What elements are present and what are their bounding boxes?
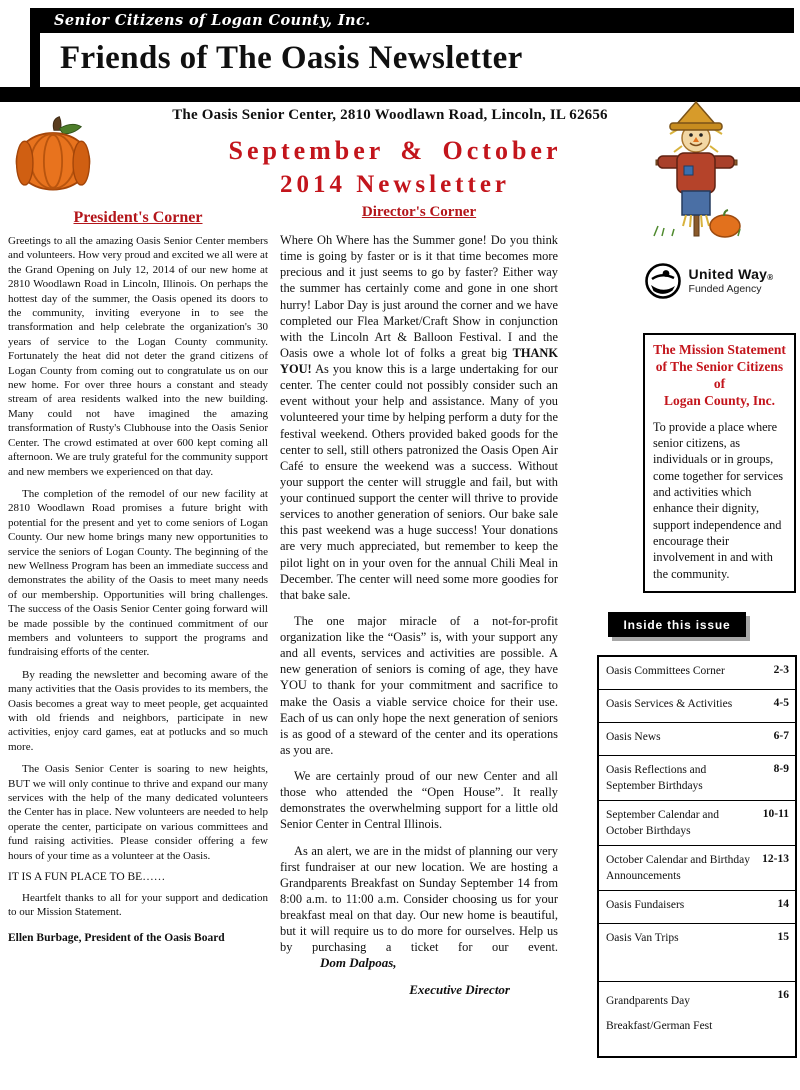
toc-label: Oasis Van Trips bbox=[606, 932, 679, 945]
united-way-logo bbox=[622, 262, 794, 306]
united-way-icon bbox=[643, 262, 683, 306]
mission-body: To provide a place where senior citizens, as individuals or in groups, come together for services and activities which enhance their dignity, support independence and encourage their involvement in and with the community. bbox=[653, 419, 784, 581]
toc-pages: 10-11 bbox=[762, 808, 789, 821]
mission-heading-line-1: The Mission Statement bbox=[653, 342, 786, 357]
scarecrow-icon bbox=[646, 98, 746, 245]
presidents-closing: Heartfelt thanks to all for your support and dedication to our Mission Statement. bbox=[8, 892, 268, 919]
issue-title bbox=[180, 136, 610, 199]
directors-paragraph-3: We are certainly proud of our new Center and all those who attended the “Open House”. It really demonstrates the overwhelming support for a little old Senior Center in Central Illinois. bbox=[280, 769, 558, 832]
toc-pages: 15 bbox=[777, 931, 789, 944]
directors-signature-name: Dom Dalpoas, bbox=[320, 955, 397, 971]
toc-row bbox=[599, 657, 795, 690]
fun-place-line: IT IS A FUN PLACE TO BE…… bbox=[8, 871, 166, 884]
toc-row bbox=[599, 756, 795, 801]
registered-mark: ® bbox=[767, 273, 774, 282]
toc-label: Oasis Services & Activities bbox=[606, 698, 733, 710]
toc-pages: 16 bbox=[777, 989, 789, 1002]
issue-year-line: 2014 Newsletter bbox=[279, 171, 511, 198]
mission-heading-line-3: Logan County, Inc. bbox=[663, 392, 776, 408]
mission-statement-box bbox=[643, 333, 796, 593]
directors-corner-heading: Director's Corner bbox=[361, 204, 477, 220]
directors-paragraph-1-rest: As you know this is a large undertaking for our center. The center could not possibly consider such an event without your help and assistance. Many of you volunteered your time by helping perform a duty for the festival weekend. Others provided baked goods for the center to sell, still others patronized the Oasis Open Air Café to ensure the weekend was a success. Without your support the center will struggle and fail, but with your continued support the center will thrive to provide services to another generation of seniors. Our bake sale this past weekend was a huge success! Your donations are very much appreciated, but remember to keep the pilot light on in your oven for the annual Chili Meal in December. The center will need some more goodies for that bake sale. bbox=[280, 362, 558, 602]
mission-heading-line-2: of The Senior Citizens of bbox=[655, 358, 784, 391]
masthead-top-bar bbox=[30, 8, 794, 33]
issue-month-line: September & October bbox=[228, 136, 562, 165]
directors-paragraph-2: The one major miracle of a not-for-profit organization like the “Oasis” is, with your support any and all events, services and activities are possible. A new generation of seniors is coming of age, they have YOU to thank for your commitment and sacrifice to make the Oasis a viable service choice for their use. Each of us can only hope the next generation of seniors is as good of a steward of the center and its operations as you are. bbox=[280, 613, 558, 757]
presidents-paragraph-2: The completion of the remodel of our new facility at 2810 Woodlawn Road promises a future bright with potential for the present and yet to come seniors of Logan County. Our new home brings many new opportunities to service the seniors of Logan County. The beginning of the new Wellness Program has been an immediate success and demonstrates the ability of the Oasis to meet many needs of our membership. Opportunities will bring challenges. The success of the Oasis Senior Center going forward will be made possible by the continued commitment of our members and volunteers to support the programs and fundraising efforts of the center. bbox=[8, 487, 268, 659]
toc-row bbox=[599, 801, 795, 846]
directors-corner-section bbox=[280, 204, 558, 998]
toc-row bbox=[599, 723, 795, 756]
center-address: The Oasis Senior Center, 2810 Woodlawn Road, Lincoln, IL 62656 bbox=[172, 107, 608, 123]
toc-pages: 6-7 bbox=[773, 730, 789, 742]
mission-heading bbox=[653, 342, 786, 410]
directors-paragraph-4-text: As an alert, we are in the midst of planning our very first fundraiser at our new location. We are hosting a Grandparents Breakfast on Sunday September 14 from 8:00 a.m. to 11:00 a.m. Consider choosing us for your breakfast meal on that day. Our new home is beautiful, but it will require us to do more for ourselves. Help us by purchasing a ticket for our event. bbox=[280, 843, 558, 955]
toc-label: Oasis Reflections and September Birthdays bbox=[606, 764, 707, 792]
toc-pages: 2-3 bbox=[773, 664, 789, 676]
toc-row bbox=[599, 846, 795, 891]
toc-pages: 8-9 bbox=[773, 763, 789, 775]
toc-row bbox=[599, 690, 795, 723]
newsletter-title: Friends of The Oasis Newsletter bbox=[60, 40, 523, 76]
org-name: Senior Citizens of Logan County, Inc. bbox=[54, 12, 371, 29]
toc-label: Oasis News bbox=[606, 731, 661, 743]
toc-label: Oasis Fundaisers bbox=[606, 899, 685, 912]
presidents-corner-heading: President's Corner bbox=[73, 209, 203, 226]
presidents-paragraph-3: By reading the newsletter and becoming aware of the many activities that the Oasis provides to its members, the Oasis becomes a great way to meet people, get acquainted with old friends and neighbors, participate in new activities, enjoy card games, eat at potlucks and so much more. bbox=[8, 668, 268, 753]
toc-row bbox=[599, 891, 795, 924]
masthead bbox=[30, 8, 794, 87]
directors-paragraph-4 bbox=[280, 843, 558, 973]
table-of-contents bbox=[597, 655, 797, 1058]
toc-label: Grandparents Day Breakfast/German Fest bbox=[606, 995, 713, 1033]
toc-pages: 14 bbox=[777, 898, 789, 911]
toc-label: September Calendar and October Birthdays bbox=[606, 809, 720, 837]
inside-this-issue-header: Inside this issue bbox=[608, 612, 746, 637]
toc-label: October Calendar and Birthday Announcements bbox=[606, 854, 751, 882]
toc-pages: 4-5 bbox=[773, 697, 789, 709]
directors-paragraph-1 bbox=[280, 232, 558, 603]
presidents-paragraph-4: The Oasis Senior Center is soaring to new heights, BUT we will only continue to thrive and expand our many services with the help of the many dedicated volunteers the Center has in place. New volunteers are needed to help operate the center, participate on various committees and fund raising activities. Please consider offering a few hours of your time as a volunteer at the Oasis. bbox=[8, 763, 268, 862]
directors-paragraph-1-text: Where Oh Where has the Summer gone! Do you think time is going by faster or is it that time becomes more precious and it just seems to go by faster? Either way the summer has certainly come and gone in one short hurry! Labor Day is just around the corner and we have completed our Flea Market/Craft Show in conjunction with the Lincoln Art & Balloon Festival. I and the Oasis owe a whole lot of folks a great big bbox=[280, 233, 558, 360]
united-way-name: United Way® bbox=[688, 266, 774, 282]
toc-row bbox=[599, 924, 795, 982]
pumpkin-icon bbox=[12, 114, 94, 199]
presidents-corner-section bbox=[8, 209, 268, 944]
directors-signature-title: Executive Director bbox=[409, 982, 510, 998]
toc-row bbox=[599, 982, 795, 1056]
masthead-title-row bbox=[30, 33, 794, 87]
toc-label: Oasis Committees Corner bbox=[606, 665, 725, 677]
toc-pages: 12-13 bbox=[762, 853, 789, 866]
thank-you-emphasis: THANK YOU! bbox=[280, 345, 558, 376]
masthead-left-rule bbox=[30, 33, 40, 87]
united-way-tagline: Funded Agency bbox=[688, 283, 762, 295]
presidents-paragraph-1: Greetings to all the amazing Oasis Senior Center members and volunteers. How very proud and excited we all were at the Grand Opening on July 12, 2014 of our new home at 2810 Woodlawn Road in Lincoln, Illinois. On perhaps the hottest day of the summer, the Oasis opened its doors to the community, inviting everyone in to see the transformation and help celebrate the organization's 30 years of service to the Logan County community. Fortunately the heat did not deter the grand citizens of Logan County from coming out to congratulate us on our new home. For over three hours a constant and steady stream of area residents walked into the new building. Many could not have imagined the amazing transformation of Rusty's Clubhouse into the Oasis Senior Center. The crowd estimated at over 600 kept coming all afternoon. We are truly grateful for the community support and new members we experienced on that day. bbox=[8, 235, 268, 478]
united-way-text bbox=[689, 262, 774, 295]
presidents-signature: Ellen Burbage, President of the Oasis Board bbox=[8, 931, 225, 944]
